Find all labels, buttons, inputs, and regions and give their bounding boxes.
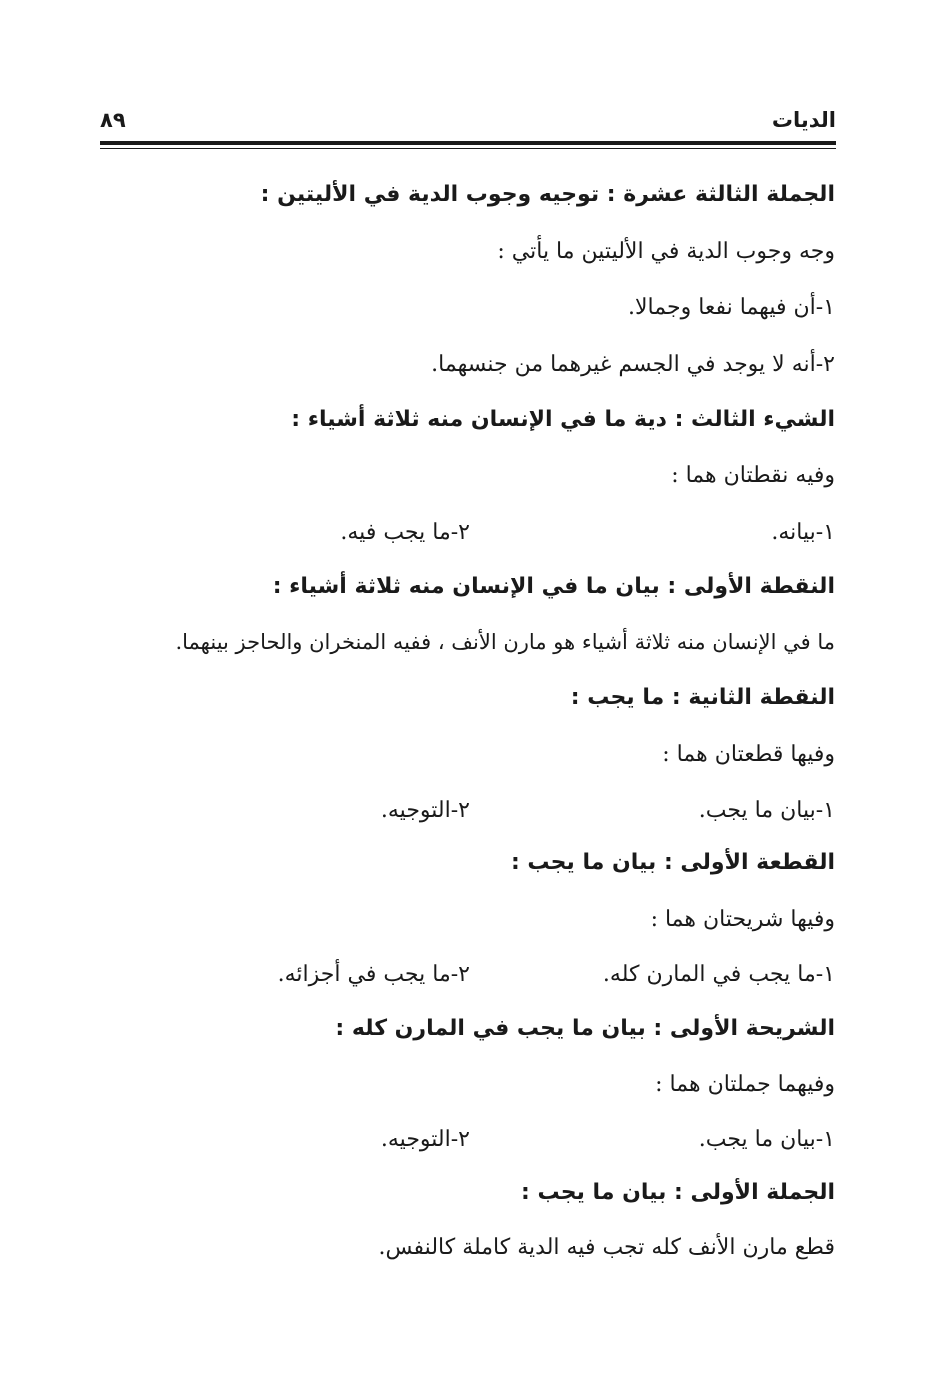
- header-rule-thin: [100, 148, 836, 149]
- section-heading: النقطة الثانية : ما يجب :: [570, 685, 835, 710]
- section-heading: القطعة الأولى : بيان ما يجب :: [510, 850, 835, 875]
- list-pair: [277, 960, 835, 990]
- section-heading: النقطة الأولى : بيان ما في الإنسان منه ثلاثة أشياء :: [272, 574, 835, 599]
- list-item: ١-بيان ما يجب.: [698, 1127, 835, 1152]
- header-rule-thick: [100, 141, 836, 145]
- list-item: ٢-التوجيه.: [380, 1127, 470, 1152]
- page-number: ٨٩: [100, 108, 126, 132]
- list-item: ١-ما يجب في المارن كله.: [602, 962, 835, 987]
- running-header: [100, 108, 836, 138]
- list-pair: [315, 1125, 835, 1155]
- chapter-title: الديات: [771, 108, 836, 132]
- paragraph-line: قطع مارن الأنف كله تجب فيه الدية كاملة كالنفس.: [378, 1235, 835, 1260]
- section-heading: الجملة الأولى : بيان ما يجب :: [521, 1180, 835, 1205]
- list-pair: [315, 796, 835, 826]
- list-item: ٢-التوجيه.: [380, 798, 470, 823]
- list-item: ١-بيان ما يجب.: [698, 798, 835, 823]
- list-item: ٢-ما يجب فيه.: [340, 520, 470, 545]
- section-heading: الجملة الثالثة عشرة : توجيه وجوب الدية في الأليتين :: [260, 182, 835, 207]
- paragraph-line: وفيها شريحتان هما :: [650, 907, 835, 932]
- paragraph-line: وفيهما جملتان هما :: [655, 1072, 835, 1097]
- paragraph-line: وجه وجوب الدية في الأليتين ما يأتي :: [497, 239, 835, 264]
- paragraph-line: وفيها قطعتان هما :: [662, 742, 835, 767]
- list-item: ١-أن فيهما نفعا وجمالا.: [628, 295, 835, 320]
- list-item: ١-بيانه.: [771, 520, 835, 545]
- list-item: ٢-أنه لا يوجد في الجسم غيرهما من جنسهما.: [431, 352, 835, 377]
- paragraph-line: وفيه نقطتان هما :: [671, 463, 835, 488]
- section-heading: الشيء الثالث : دية ما في الإنسان منه ثلاثة أشياء :: [291, 407, 835, 432]
- section-heading: الشريحة الأولى : بيان ما يجب في المارن كله :: [335, 1016, 835, 1041]
- list-pair: [315, 518, 835, 548]
- paragraph-line: ما في الإنسان منه ثلاثة أشياء هو مارن الأنف ، ففيه المنخران والحاجز بينهما.: [175, 630, 835, 654]
- list-item: ٢-ما يجب في أجزائه.: [277, 962, 470, 987]
